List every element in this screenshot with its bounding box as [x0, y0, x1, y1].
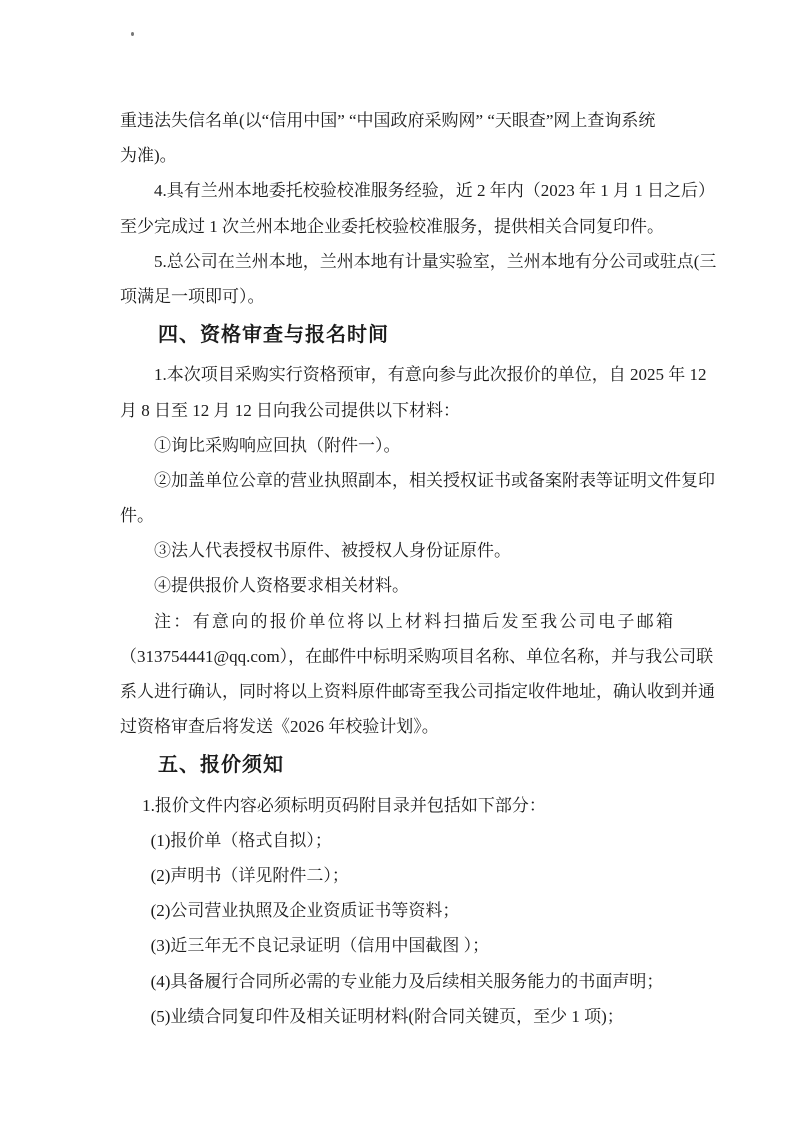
list-item: (5)业绩合同复印件及相关证明材料(附合同关键页，至少 1 项)；	[150, 1006, 624, 1026]
text-line: ③法人代表授权书原件、被授权人身份证原件。	[154, 541, 511, 561]
text-line: 重违法失信名单(以“信用中国” “中国政府采购网” “天眼查”网上查询系统	[120, 111, 656, 130]
document-body	[120, 103, 717, 1034]
text-line: ②加盖单位公章的营业执照副本，相关授权证书或备案附表等证明文件复印	[154, 470, 715, 490]
text-line-note: 注：有意向的报价单位将以上材料扫描后发至我公司电子邮箱	[154, 611, 673, 631]
list-item: (4)具备履行合同所必需的专业能力及后续相关服务能力的书面声明；	[150, 971, 664, 991]
text-line: 项满足一项即可）。	[120, 286, 265, 306]
list-item: (2)声明书（详见附件二）；	[150, 865, 349, 885]
text-line: 5.总公司在兰州本地，兰州本地有计量实验室，兰州本地有分公司或驻点(三	[154, 251, 717, 271]
section-heading-quotation-notes: 五、报价须知	[158, 754, 284, 777]
scan-speck	[131, 32, 134, 36]
list-item: (3)近三年无不良记录证明（信用中国截图 ）；	[150, 936, 490, 956]
text-line-email: （313754441@qq.com），在邮件中标明采购项目名称、单位名称，并与我公司联	[120, 646, 714, 666]
section-heading-qualification-review: 四、资格审查与报名时间	[158, 324, 389, 347]
text-line: 月 8 日至 12 月 12 日向我公司提供以下材料：	[120, 400, 460, 420]
text-line: 4.具有兰州本地委托校验校准服务经验，近 2 年内（2023 年 1 月 1 日之后）	[154, 181, 715, 201]
text-line: 1.报价文件内容必须标明页码附目录并包括如下部分：	[142, 795, 546, 815]
text-line: 1.本次项目采购实行资格预审，有意向参与此次报价的单位，自 2025 年 12	[154, 365, 707, 385]
text-line: 系人进行确认，同时将以上资料原件邮寄至我公司指定收件地址，确认收到并通	[120, 682, 715, 701]
text-line: 为准)。	[120, 146, 177, 166]
text-line: ①询比采购响应回执（附件一）。	[154, 435, 401, 455]
text-line: ④提供报价人资格要求相关材料。	[154, 576, 409, 596]
list-item: (2)公司营业执照及企业资质证书等资料；	[150, 901, 460, 921]
text-line: 件。	[120, 506, 154, 526]
text-line: 至少完成过 1 次兰州本地企业委托校验校准服务，提供相关合同复印件。	[120, 216, 664, 236]
list-item: (1)报价单（格式自拟）；	[150, 830, 332, 850]
text-line: 过资格审查后将发送《2026 年校验计划》。	[120, 717, 439, 737]
